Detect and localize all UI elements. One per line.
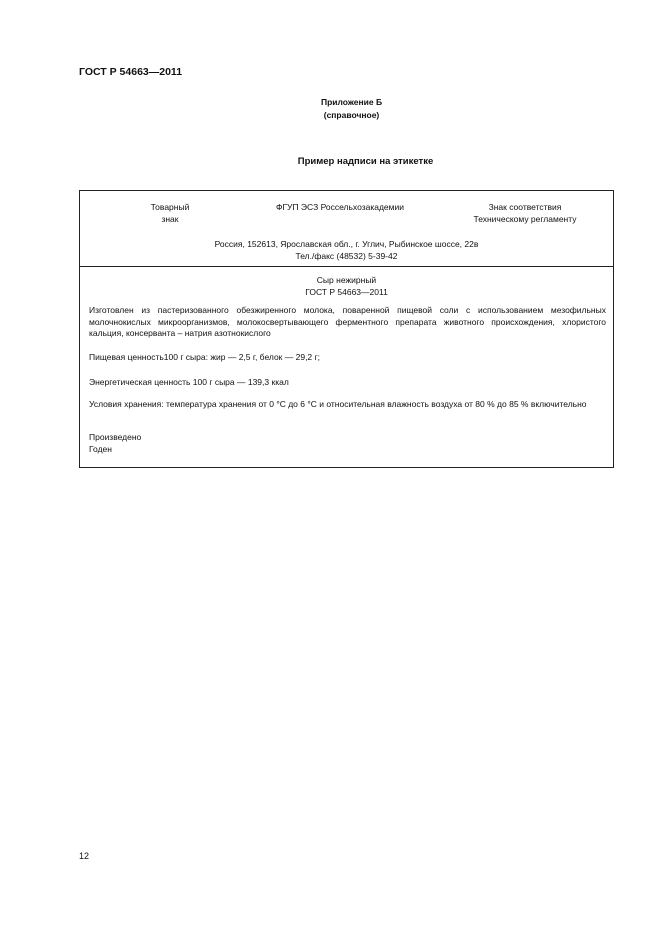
trademark-line2: знак (161, 214, 179, 224)
address-block (80, 238, 613, 262)
page-number: 12 (79, 851, 90, 861)
phone-text: Тел./факс (48532) 5-39-42 (295, 251, 398, 261)
section-title: Пример надписи на этикетке (297, 156, 434, 167)
trademark-line1: Товарный (150, 202, 190, 212)
dates-block (89, 432, 606, 455)
energy-text: Энергетическая ценность 100 г сыра — 139,3 ккал (89, 377, 289, 387)
appendix-heading (0, 96, 661, 122)
conformity-mark-cell (450, 201, 600, 225)
conformity-line2: Техническому регламенту (473, 214, 577, 224)
storage-text: Условия хранения: температура хранения от 0 °С до 6 °С и относительная влажность воздуха от 80 % до 85 % включительно (89, 399, 587, 409)
produced-label: Произведено (89, 432, 142, 442)
appendix-subtitle: (справочное) (323, 110, 380, 120)
conformity-line1: Знак соответствия (488, 202, 562, 212)
document-code: ГОСТ Р 54663—2011 (79, 66, 183, 78)
valid-label: Годен (89, 443, 112, 454)
product-heading (80, 274, 613, 298)
address-text: Россия, 152613, Ярославская обл., г. Углич, Рыбинское шоссе, 22в (214, 239, 479, 249)
product-name: Сыр нежирный (316, 275, 377, 285)
product-standard: ГОСТ Р 54663—2011 (305, 287, 388, 297)
trademark-cell (120, 201, 220, 225)
composition-text: Изготовлен из пастеризованного обезжиренного молока, поваренной пищевой соли с использованием мезофильных молочнокислых микроорганизмов, молокосвертывающего ферментного препарата животного происхождения, хлористого кальция, консерванта – натрия азотнокислого (89, 305, 606, 338)
appendix-title: Приложение Б (320, 97, 383, 107)
label-example-box (79, 190, 614, 468)
nutrition-text: Пищевая ценность100 г сыра: жир — 2,5 г, белок — 29,2 г; (89, 352, 320, 362)
label-header-row (80, 191, 613, 267)
manufacturer-cell: ФГУП ЭСЗ Россельхозакадемии (275, 202, 404, 212)
